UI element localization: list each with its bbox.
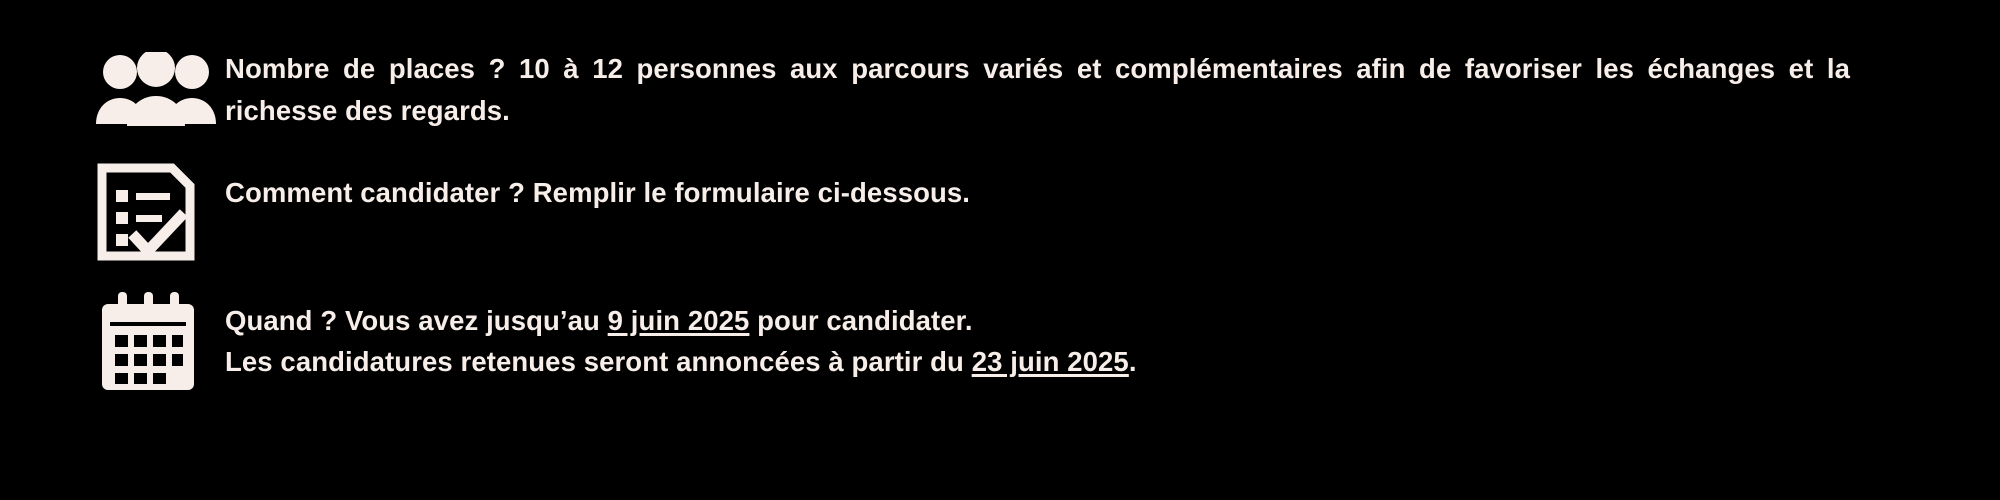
icon-cell — [0, 288, 225, 392]
icon-cell — [0, 44, 225, 126]
announcement-date: 23 juin 2025 — [971, 346, 1129, 378]
list-item-text: 10 à 12 personnes aux parcours variés et complémentaires afin de favoriser les échanges et la richesse des regards. — [225, 53, 1850, 126]
list-item-lead: Quand ? — [225, 304, 338, 336]
list-item — [0, 44, 1960, 132]
announcement-prefix: Les candidatures retenues seront annoncées à partir du — [225, 346, 972, 378]
calendar-icon — [96, 292, 200, 392]
list-item — [0, 288, 1960, 392]
checklist-clipboard-icon — [96, 162, 196, 262]
list-item-paragraph — [225, 48, 1850, 132]
list-item — [0, 156, 1960, 262]
announcement-suffix: . — [1128, 346, 1137, 378]
group-of-people-icon — [96, 52, 216, 126]
deadline-date: 9 juin 2025 — [607, 304, 750, 336]
icon-cell — [0, 156, 225, 262]
list-item-text: Remplir le formulaire ci-dessous. — [524, 176, 971, 208]
list-item-paragraph — [225, 172, 1850, 214]
text-cell — [225, 44, 1960, 132]
list-item-paragraph-line1 — [225, 300, 1850, 342]
deadline-prefix: Vous avez jusqu’au — [337, 304, 608, 336]
text-cell — [225, 156, 1960, 214]
deadline-suffix: pour candidater. — [749, 304, 973, 336]
list-item-lead: Comment candidater ? — [225, 176, 525, 208]
list-item-paragraph-line2 — [225, 341, 1850, 383]
text-cell — [225, 288, 1960, 384]
list-item-lead: Nombre de places ? — [225, 53, 506, 84]
